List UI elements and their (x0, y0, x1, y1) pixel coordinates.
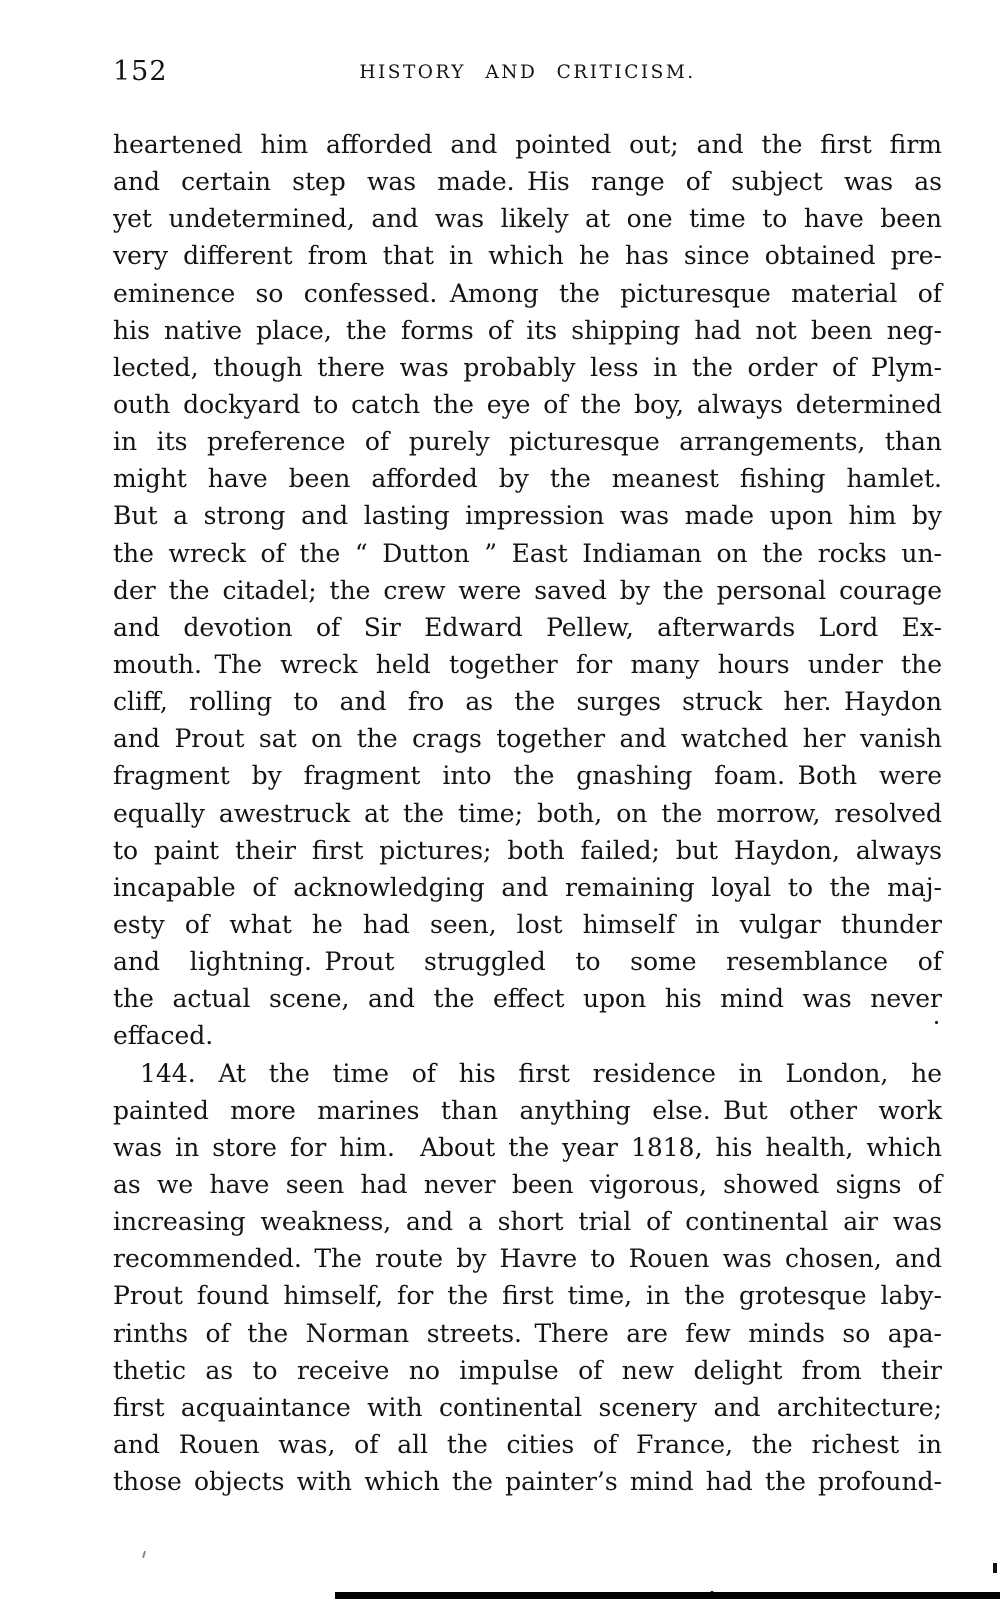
text-line: esty of what he had seen, lost himself in vulgar thunder (113, 909, 942, 939)
page-number: 152 (113, 56, 168, 87)
scan-speck (935, 1021, 938, 1024)
text-line: the wreck of the “ Dutton ” East Indiaman on the rocks un- (113, 538, 942, 568)
text-line: was in store for him. About the year 1818, his health, which (113, 1132, 942, 1162)
text-line: equally awestruck at the time; both, on the morrow, resolved (113, 798, 942, 828)
scan-speck (142, 1551, 146, 1558)
text-line: and Prout sat on the crags together and watched her vanish (113, 724, 942, 754)
text-line: painted more marines than anything else. But other work (113, 1095, 942, 1125)
text-line: eminence so confessed. Among the picturesque material of (113, 278, 942, 308)
text-line: cliff, rolling to and fro as the surges struck her. Haydon (113, 687, 942, 717)
text-line: to paint their first pictures; both failed; but Haydon, always (113, 835, 942, 865)
text-line: might have been afforded by the meanest fishing hamlet. (113, 464, 942, 494)
text-line: der the citadel; the crew were saved by the personal courage (113, 575, 942, 605)
text-line: heartened him afforded and pointed out; and the first firm (113, 130, 942, 159)
text-line: first acquaintance with continental scenery and architecture; (113, 1392, 942, 1422)
text-line: in its preference of purely picturesque arrangements, than (113, 427, 942, 457)
text-line: thetic as to receive no impulse of new delight from their (113, 1355, 942, 1385)
scan-edge-artifact (335, 1592, 1000, 1599)
text-line: and lightning. Prout struggled to some resemblance of (113, 947, 942, 977)
text-line: 144. At the time of his first residence in London, he (140, 1058, 942, 1088)
page-header (113, 56, 942, 90)
text-line: as we have seen had never been vigorous, showed signs of (113, 1169, 942, 1199)
text-line: incapable of acknowledging and remaining loyal to the maj- (113, 872, 942, 902)
text-line: recommended. The route by Havre to Rouen was chosen, and (113, 1244, 942, 1274)
text-line: and Rouen was, of all the cities of France, the richest in (113, 1429, 942, 1459)
text-line: increasing weakness, and a short trial of continental air was (113, 1207, 942, 1237)
text-line: very different from that in which he has since obtained pre- (113, 241, 942, 271)
text-line: and devotion of Sir Edward Pellew, afterwards Lord Ex- (113, 612, 942, 642)
text-line: the actual scene, and the effect upon his mind was never (113, 984, 942, 1014)
text-line: fragment by fragment into the gnashing foam. Both were (113, 761, 942, 791)
text-line: those objects with which the painter’s mind had the profound- (113, 1467, 942, 1497)
running-header: HISTORY AND CRITICISM. (359, 62, 696, 83)
text-line: But a strong and lasting impression was made upon him by (113, 501, 942, 531)
text-body (113, 126, 942, 1500)
text-line: rinths of the Norman streets. There are few minds so apa- (113, 1318, 942, 1348)
text-line: Prout found himself, for the first time, in the grotesque laby- (113, 1281, 942, 1311)
text-line: outh dockyard to catch the eye of the boy, always determined (113, 389, 942, 419)
text-line: effaced. (113, 1021, 214, 1051)
text-line: his native place, the forms of its shipping had not been neg- (113, 315, 942, 345)
text-line: and certain step was made. His range of subject was as (113, 167, 942, 197)
text-line: lected, though there was probably less in the order of Plym- (113, 352, 942, 382)
scan-tick-artifact (993, 1563, 997, 1573)
text-line: yet undetermined, and was likely at one time to have been (113, 204, 942, 234)
text-line: mouth. The wreck held together for many hours under the (113, 649, 942, 679)
